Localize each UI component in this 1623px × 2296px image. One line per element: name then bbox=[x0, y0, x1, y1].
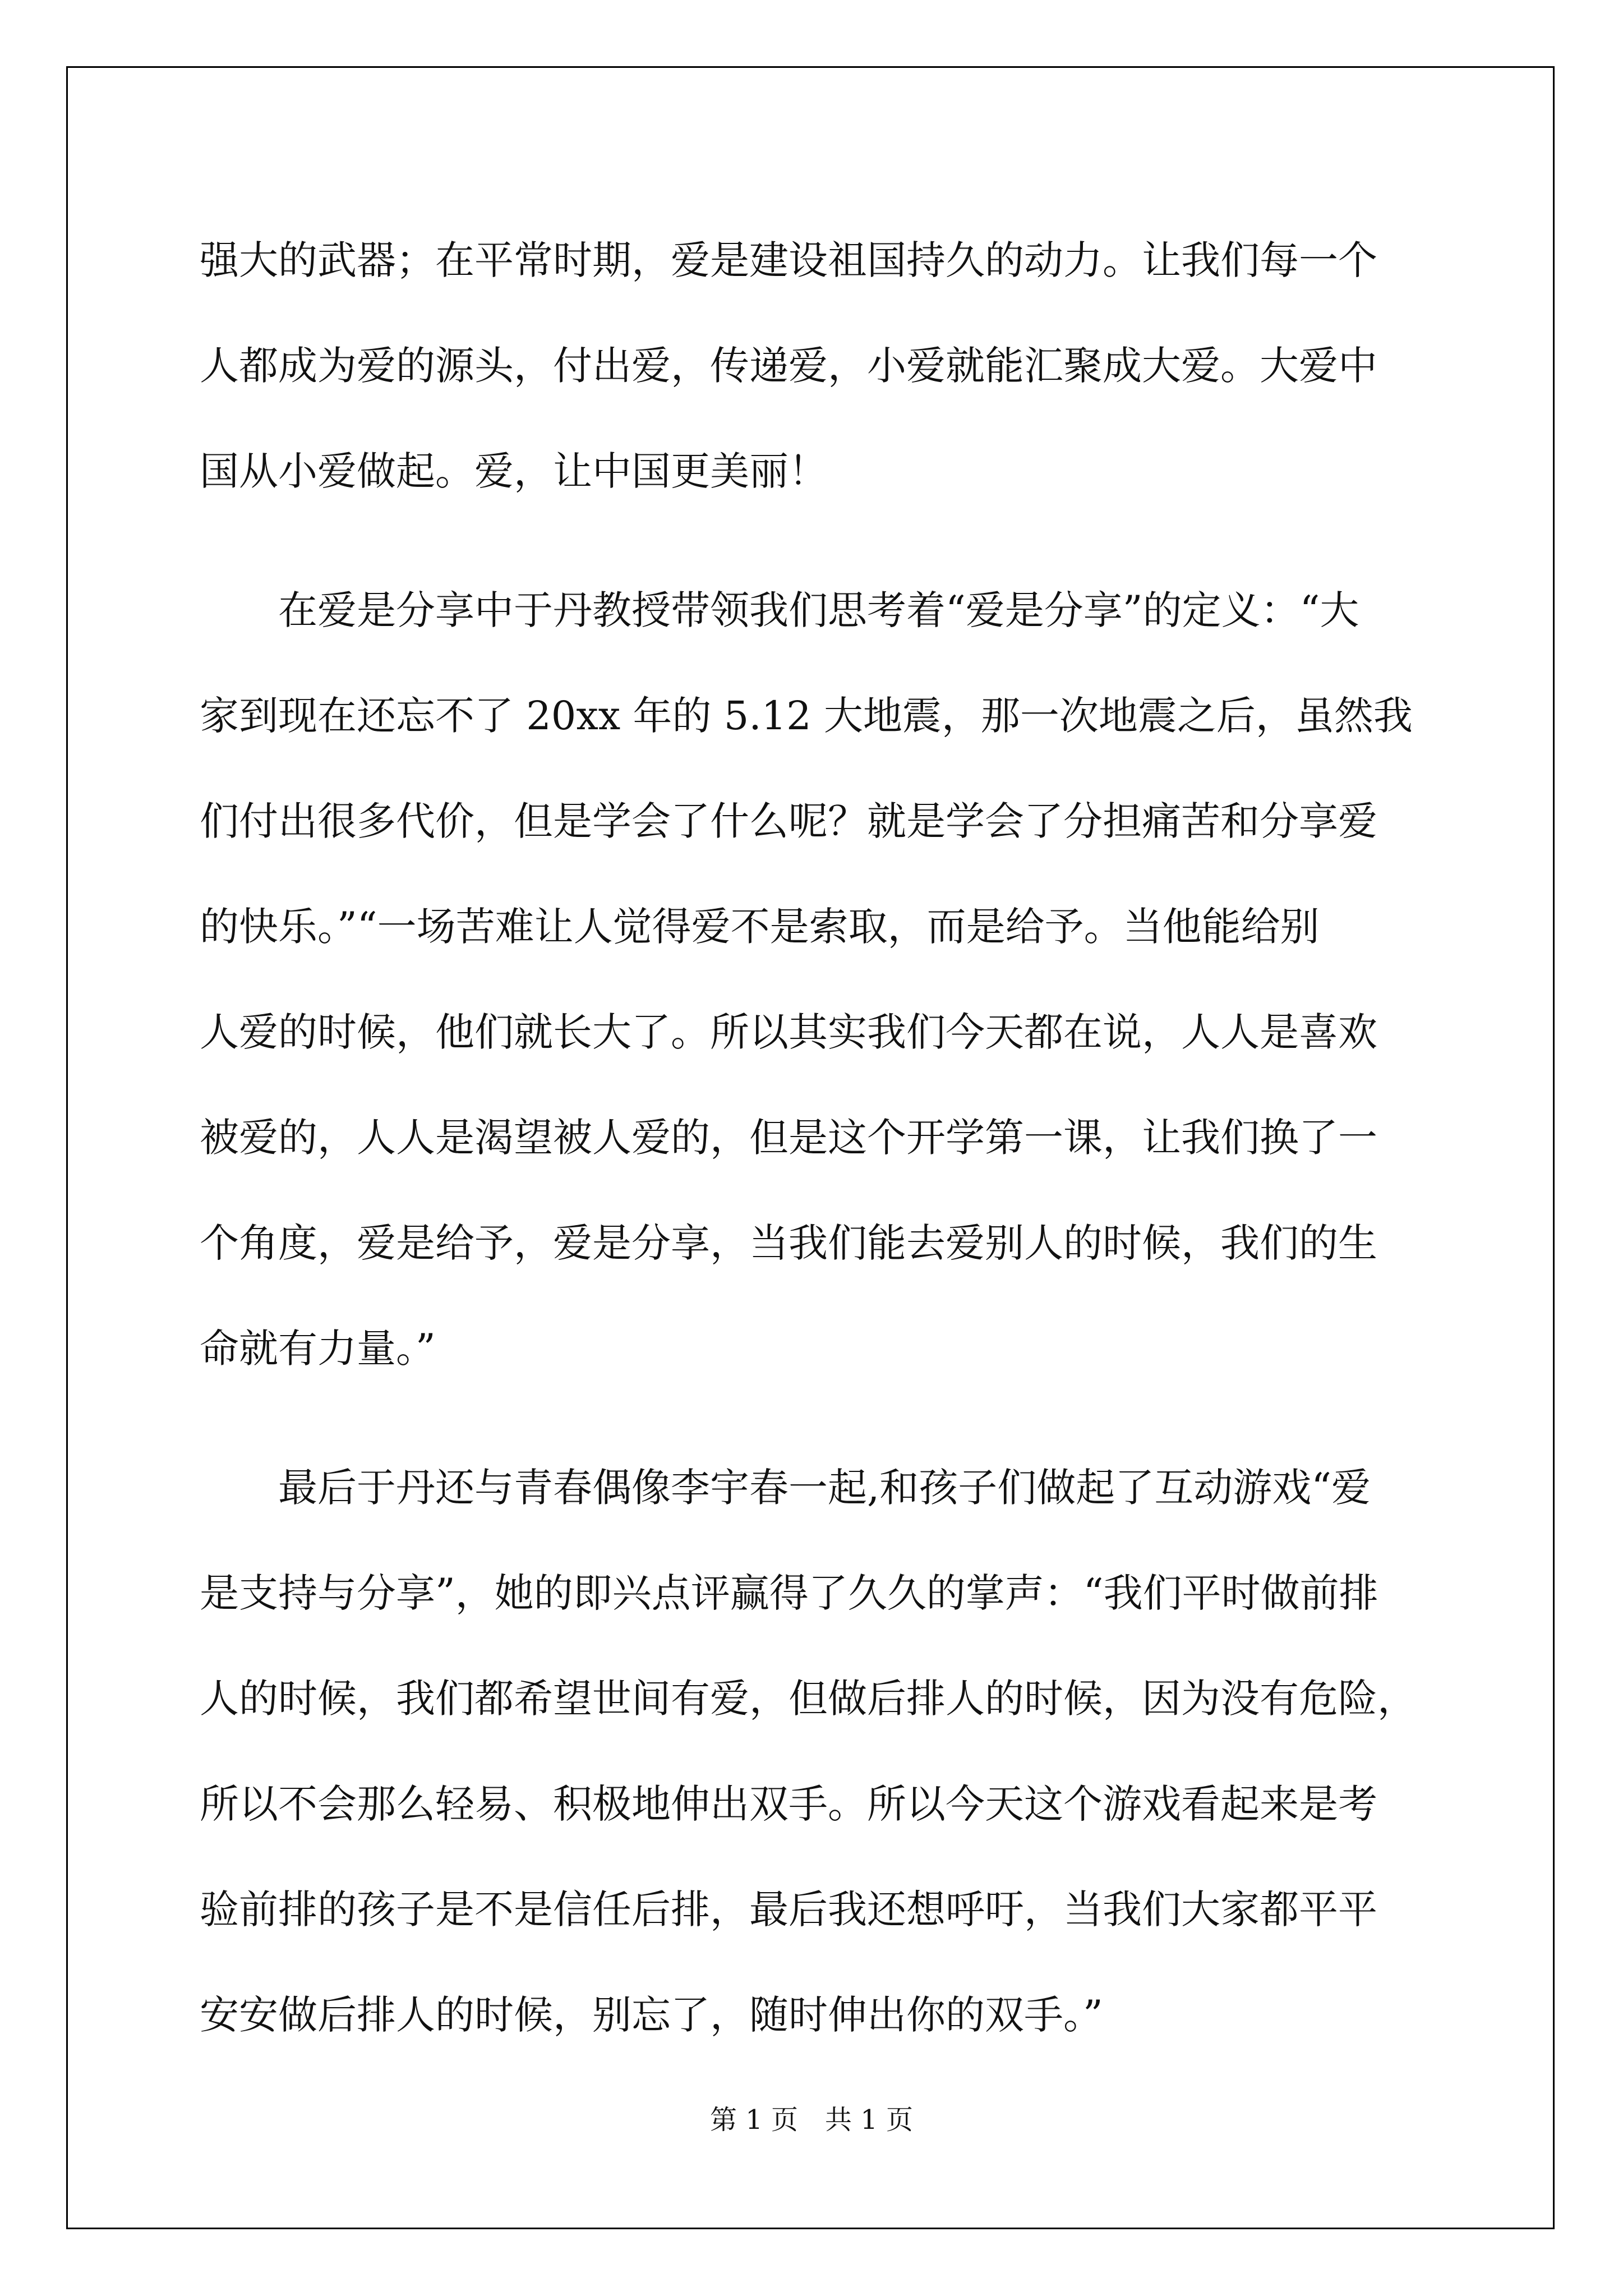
text-line: 是支持与分享”，她的即兴点评赢得了久久的掌声：“我们平时做前排 bbox=[200, 1570, 1378, 1616]
paragraph-2 bbox=[200, 558, 1450, 1401]
paragraph-3 bbox=[200, 1435, 1450, 2068]
text-line: 家到现在还忘不了 20xx 年的 5.12 大地震，那一次地震之后，虽然我 bbox=[200, 693, 1413, 739]
text-line: 个角度，爱是给予，爱是分享，当我们能去爱别人的时候，我们的生 bbox=[200, 1220, 1377, 1266]
text-line: 的快乐。”“一场苦难让人觉得爱不是索取，而是给予。当他能给别 bbox=[200, 904, 1320, 950]
text-line: 人的时候，我们都希望世间有爱，但做后排人的时候，因为没有危险， bbox=[200, 1676, 1417, 1722]
text-line: 被爱的，人人是渴望被人爱的，但是这个开学第一课，让我们换了一 bbox=[200, 1115, 1377, 1161]
text-line: 所以不会那么轻易、积极地伸出双手。所以今天这个游戏看起来是考 bbox=[200, 1781, 1377, 1827]
text-line: 验前排的孩子是不是信任后排，最后我还想呼吁，当我们大家都平平 bbox=[200, 1887, 1377, 1932]
document-body bbox=[200, 208, 1450, 2068]
text-line: 安安做后排人的时候，别忘了，随时伸出你的双手。” bbox=[200, 1992, 1103, 2038]
page-number: 第 1 页 共 1 页 bbox=[709, 2104, 914, 2136]
text-line: 强大的武器；在平常时期，爱是建设祖国持久的动力。让我们每一个 bbox=[200, 237, 1377, 283]
paragraph-1 bbox=[200, 208, 1450, 524]
text-line: 人都成为爱的源头，付出爱，传递爱，小爱就能汇聚成大爱。大爱中 bbox=[200, 343, 1377, 389]
text-line: 在爱是分享中于丹教授带领我们思考着“爱是分享”的定义：“大 bbox=[200, 587, 1359, 633]
text-line: 最后于丹还与青春偶像李宇春一起,和孩子们做起了互动游戏“爱 bbox=[200, 1465, 1371, 1511]
page-footer bbox=[0, 2098, 1623, 2137]
text-line: 们付出很多代价，但是学会了什么呢？就是学会了分担痛苦和分享爱 bbox=[200, 798, 1377, 844]
text-line: 国从小爱做起。爱，让中国更美丽！ bbox=[200, 448, 828, 494]
text-line: 人爱的时候，他们就长大了。所以其实我们今天都在说，人人是喜欢 bbox=[200, 1009, 1377, 1055]
text-line: 命就有力量。” bbox=[200, 1326, 436, 1372]
